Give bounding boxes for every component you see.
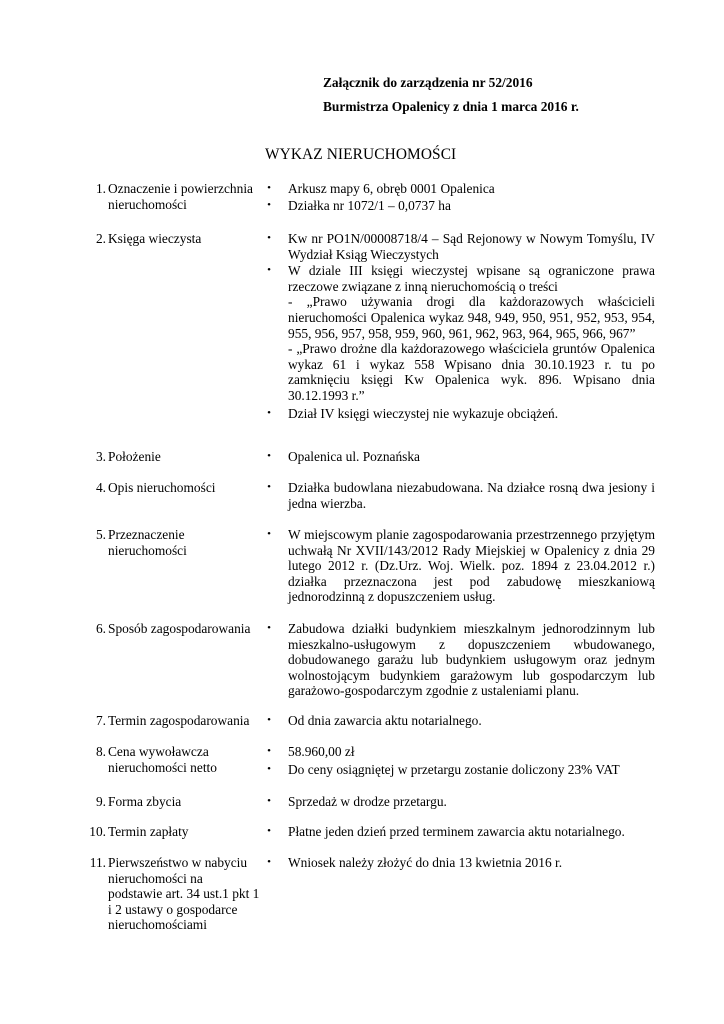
bullet-entry: • Arkusz mapy 6, obręb 0001 Opalenica	[263, 181, 655, 197]
bullet-entry: • Zabudowa działki budynkiem mieszkalnym jednorodzinnym lub mieszkalno-usługowym z dopuszczeniem wbudowanego, dobudowanego garażu lub budynkiem usługowym oraz jednym wolnostojącym budynkiem garażowym lub gospodarczym lub garażowo-gospodarczym zgodnie z ustaleniami planu.	[263, 621, 655, 699]
item-number: 2.	[95, 231, 106, 246]
item-content	[263, 794, 655, 810]
bullet-icon: •	[267, 182, 271, 194]
document-title: WYKAZ NIERUCHOMOŚCI	[265, 146, 457, 163]
item-content	[263, 744, 655, 777]
bullet-entry: • Od dnia zawarcia aktu notarialnego.	[263, 713, 655, 729]
item-number: 1.	[95, 181, 106, 196]
bullet-icon: •	[267, 856, 271, 868]
item-content	[263, 449, 655, 465]
item-label: Sposób zagospodarowania	[108, 621, 251, 636]
item-number: 3.	[95, 449, 106, 464]
item-label: Pierwszeństwo w nabyciu nieruchomości na podstawie art. 34 ust.1 pkt 1 i 2 ustawy o gospodarce nieruchomościami	[108, 855, 260, 933]
bullet-entry: • Działka budowlana niezabudowana. Na działce rosną dwa jesiony i jedna wierzba.	[263, 480, 655, 511]
item-content	[263, 527, 655, 605]
item-number: 8.	[95, 744, 106, 759]
item-number: 10.	[89, 824, 106, 839]
bullet-icon: •	[267, 795, 271, 807]
bullet-icon: •	[267, 450, 271, 462]
easement-entry-access: - „Prawo drożne dla każdorazowego właściciela gruntów Opalenica wykaz 61 i wykaz 558 Wpisano dnia 30.10.1923 r. tu po zamknięciu księgi Kw Opalenica wyk. 896. Wpisano dnia 30.12.1993 r.”	[288, 341, 655, 403]
item-number: 9.	[95, 794, 106, 809]
bullet-entry: • Dział IV księgi wieczystej nie wykazuje obciążeń.	[263, 406, 655, 422]
item-content	[263, 231, 655, 421]
bullet-entry: • Opalenica ul. Poznańska	[263, 449, 655, 465]
bullet-entry: • Do ceny osiągniętej w przetargu zostanie doliczony 23% VAT	[263, 762, 655, 778]
item-label: Forma zbycia	[108, 794, 182, 809]
item-label: Położenie	[108, 449, 161, 464]
bullet-icon: •	[267, 232, 271, 244]
item-content	[263, 855, 655, 871]
bullet-entry: • Sprzedaż w drodze przetargu.	[263, 794, 655, 810]
annex-reference: Załącznik do zarządzenia nr 52/2016	[323, 75, 533, 90]
item-number: 7.	[95, 713, 106, 728]
bullet-icon: •	[267, 481, 271, 493]
bullet-entry: • Wniosek należy złożyć do dnia 13 kwietnia 2016 r.	[263, 855, 655, 871]
item-label: Księga wieczysta	[108, 231, 202, 246]
bullet-icon: •	[267, 714, 271, 726]
item-number: 6.	[95, 621, 106, 636]
item-content	[263, 713, 655, 729]
bullet-icon: •	[267, 264, 271, 277]
bullet-entry: • Płatne jeden dzień przed terminem zawarcia aktu notarialnego.	[263, 824, 655, 840]
annex-issuer-date: Burmistrza Opalenicy z dnia 1 marca 2016 r.	[323, 99, 579, 114]
item-content	[263, 621, 655, 699]
bullet-entry: • W miejscowym planie zagospodarowania przestrzennego przyjętym uchwałą Nr XVII/143/2012 Rady Miejskiej w Opalenicy z dnia 29 lutego 2012 r. (Dz.Urz. Woj. Wielk. poz. 1894 z 23.04.2012 r.) działka przeznaczona jest pod zabudowę mieszkaniową jednorodzinną z dopuszczeniem usług.	[263, 527, 655, 605]
item-number: 4.	[95, 480, 106, 495]
bullet-icon: •	[267, 528, 271, 540]
bullet-entry: • 58.960,00 zł	[263, 744, 655, 760]
bullet-icon: •	[267, 406, 271, 419]
bullet-icon: •	[267, 825, 271, 837]
item-number: 5.	[95, 527, 106, 542]
item-number: 11.	[89, 855, 106, 870]
bullet-icon: •	[267, 198, 271, 211]
item-label: Cena wywoławcza nieruchomości netto	[108, 744, 217, 775]
bullet-entry: • W dziale III księgi wieczystej wpisane są ograniczone prawa rzeczowe związane z inną nieruchomością o treści	[263, 263, 655, 294]
bullet-icon: •	[267, 745, 271, 757]
bullet-entry: • Działka nr 1072/1 – 0,0737 ha	[263, 198, 655, 214]
easement-entry-road: - „Prawo używania drogi dla każdorazowych właścicieli nieruchomości Opalenica wykaz 948, 949, 950, 951, 952, 953, 954, 955, 956, 957, 958, 959, 960, 961, 962, 963, 964, 965, 966, 967”	[288, 294, 655, 341]
item-label: Opis nieruchomości	[108, 480, 216, 495]
item-label: Termin zagospodarowania	[108, 713, 250, 728]
item-label: Oznaczenie i powierzchnia nieruchomości	[108, 181, 253, 212]
bullet-entry: • Kw nr PO1N/00008718/4 – Sąd Rejonowy w Nowym Tomyślu, IV Wydział Ksiąg Wieczystych	[263, 231, 655, 262]
item-content	[263, 181, 655, 213]
item-label: Przeznaczenie nieruchomości	[108, 527, 187, 558]
item-content	[263, 824, 655, 840]
bullet-icon: •	[267, 762, 271, 775]
item-content	[263, 480, 655, 511]
bullet-icon: •	[267, 622, 271, 634]
item-label: Termin zapłaty	[108, 824, 189, 839]
